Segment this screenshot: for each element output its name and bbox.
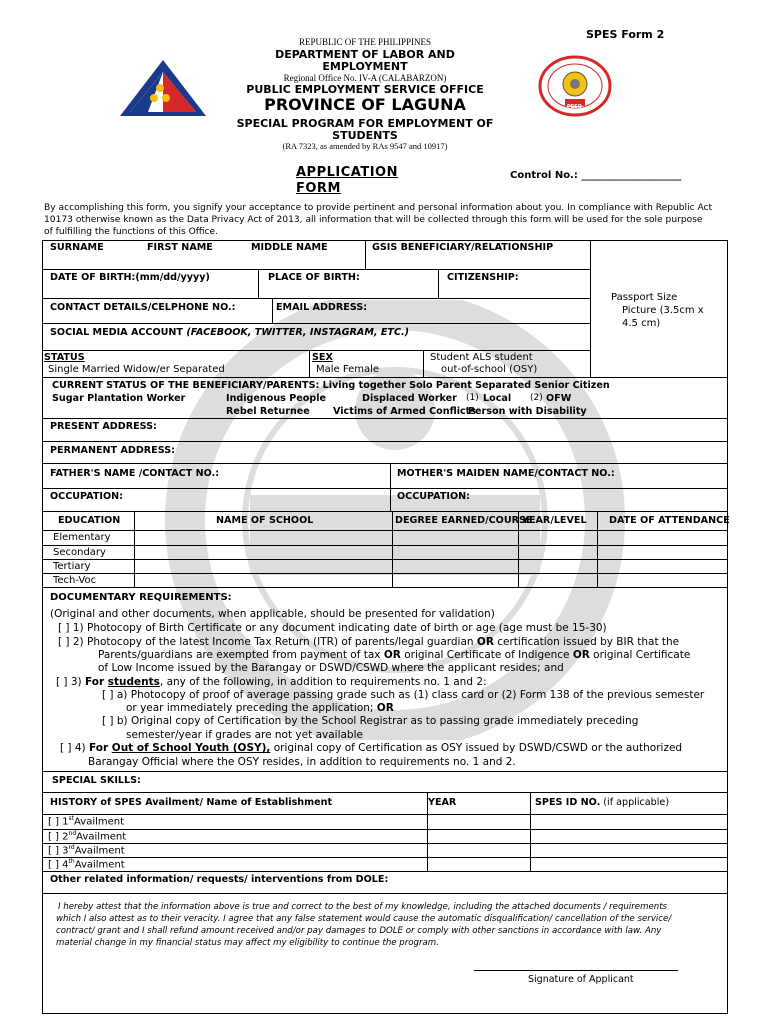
- year-level-header: YEAR/LEVEL: [522, 515, 587, 526]
- form-code: SPES Form 2: [586, 28, 665, 41]
- peso-logo-label: PESO: [567, 104, 582, 110]
- header-province: PROVINCE OF LAGUNA: [264, 95, 466, 114]
- education-row-tertiary: Tertiary: [53, 561, 91, 572]
- mother-occupation-field[interactable]: OCCUPATION:: [397, 491, 470, 502]
- place-of-birth-field[interactable]: PLACE OF BIRTH:: [268, 272, 360, 283]
- sex-label: SEX: [312, 352, 333, 363]
- special-skills-field[interactable]: SPECIAL SKILLS:: [52, 775, 141, 786]
- dole-logo: [118, 58, 208, 118]
- attestation-line3: contract/ grant and I shall refund amount received and/or pay damages to DOLE or comply with other sanctions in accordance with law. Any: [56, 926, 662, 936]
- header-dept-line1: DEPARTMENT OF LABOR AND: [275, 48, 455, 61]
- status-options[interactable]: Single Married Widow/er Separated: [48, 364, 225, 375]
- cs-ofw[interactable]: OFW: [546, 393, 572, 404]
- osy-option[interactable]: out-of-school (OSY): [441, 364, 538, 375]
- signature-label: Signature of Applicant: [528, 974, 634, 985]
- requirement-2[interactable]: [ ] 2) Photocopy of the latest Income Tax Return (ITR) of parents/legal guardian OR certification issued by BIR that the: [58, 636, 680, 648]
- gsis-beneficiary-field[interactable]: GSIS BENEFICIARY/RELATIONSHIP: [372, 242, 554, 253]
- header-dept-line2: EMPLOYMENT: [322, 60, 408, 73]
- degree-header: DEGREE EARNED/COURSE: [395, 515, 533, 526]
- student-type-options[interactable]: Student ALS student: [430, 352, 533, 363]
- cs-local[interactable]: Local: [483, 393, 512, 404]
- attestation-line1: I hereby attest that the information above is true and correct to the best of my knowledge, including the attached documents / requirements: [58, 902, 668, 912]
- mother-name-field[interactable]: MOTHER'S MAIDEN NAME/CONTACT NO.:: [397, 468, 615, 479]
- form-border-top: [42, 240, 728, 241]
- sex-options[interactable]: Male Female: [316, 364, 380, 375]
- availment-row-4[interactable]: [ ] 4thAvailment: [48, 858, 125, 871]
- present-address-field[interactable]: PRESENT ADDRESS:: [50, 421, 157, 432]
- availment-row-2[interactable]: [ ] 2ndAvailment: [48, 830, 127, 843]
- father-name-field[interactable]: FATHER'S NAME /CONTACT NO.:: [50, 468, 220, 479]
- signature-line[interactable]: [474, 970, 678, 971]
- social-media-field[interactable]: SOCIAL MEDIA ACCOUNT (FACEBOOK, TWITTER, INSTAGRAM, ETC.): [50, 327, 410, 338]
- privacy-line1: By accomplishing this form, you signify your acceptance to provide pertinent and personal information about you. In compliance with Republic Act: [44, 203, 713, 213]
- current-status-options[interactable]: CURRENT STATUS OF THE BENEFICIARY/PARENTS: Living together Solo Parent Separated Senior Citizen: [52, 380, 610, 391]
- requirement-4[interactable]: [ ] 4) For Out of School Youth (OSY), original copy of Certification as OSY issued by DSWD/CSWD or the authorized: [60, 742, 683, 754]
- cs-indigenous-people[interactable]: Indigenous People: [226, 393, 327, 404]
- cs-pwd[interactable]: Person with Disability: [468, 406, 587, 417]
- requirement-3b[interactable]: [ ] b) Original copy of Certification by the School Registrar as to passing grade immediately preceding: [102, 715, 639, 727]
- education-row-techvoc: Tech-Voc: [53, 575, 97, 586]
- header-regional: Regional Office No. IV-A (CALABARZON): [283, 73, 447, 83]
- cs-victims-armed-conflicts[interactable]: Victims of Armed Conflicts: [333, 406, 476, 417]
- middle-name-field[interactable]: MIDDLE NAME: [251, 242, 328, 253]
- cs-sugar-plantation[interactable]: Sugar Plantation Worker: [52, 393, 186, 404]
- permanent-address-field[interactable]: PERMANENT ADDRESS:: [50, 445, 175, 456]
- requirement-3a[interactable]: [ ] a) Photocopy of proof of average passing grade such as (1) class card or (2) Form 138 of the previous semester: [102, 689, 705, 701]
- control-no-field[interactable]: Control No.: ____________________: [510, 170, 682, 181]
- cs-local-num: (1): [466, 393, 479, 403]
- header-peso: PUBLIC EMPLOYMENT SERVICE OFFICE: [246, 83, 484, 96]
- availment-row-3[interactable]: [ ] 3rdAvailment: [48, 844, 125, 857]
- history-header: HISTORY of SPES Availment/ Name of Establishment: [50, 797, 333, 808]
- passport-line3: 4.5 cm): [622, 318, 661, 329]
- education-header: EDUCATION: [58, 515, 121, 526]
- form-border-left: [42, 240, 43, 1014]
- cs-displaced-worker[interactable]: Displaced Worker: [362, 393, 457, 404]
- passport-line1: Passport Size: [611, 292, 678, 303]
- first-name-field[interactable]: FIRST NAME: [147, 242, 213, 253]
- attestation-line4: material change in my financial status may affect my eligibility to continue the program.: [56, 938, 439, 948]
- father-occupation-field[interactable]: OCCUPATION:: [50, 491, 123, 502]
- contact-details-field[interactable]: CONTACT DETAILS/CELPHONE NO.:: [50, 302, 236, 313]
- history-year-header: YEAR: [428, 797, 457, 808]
- header-republic: REPUBLIC OF THE PHILIPPINES: [298, 37, 432, 47]
- spes-id-header: SPES ID NO. (if applicable): [535, 797, 670, 808]
- requirement-2-cont1: Parents/guardians are exempted from payment of tax OR original Certificate of Indigence OR original Certificate: [98, 649, 691, 661]
- requirement-2-cont2: of Low Income issued by the Barangay or DSWD/CSWD where the applicant resides; and: [98, 662, 564, 674]
- header-program-line2: STUDENTS: [332, 129, 398, 142]
- passport-line2: Picture (3.5cm x: [622, 305, 704, 316]
- surname-field[interactable]: SURNAME: [50, 242, 104, 253]
- status-label: STATUS: [44, 352, 85, 363]
- privacy-line2: 10173 otherwise known as the Data Privacy Act of 2013, all information that will be collected through this form will be used for the sole purpose: [44, 215, 703, 225]
- form-border-right: [727, 240, 728, 1014]
- form-border-bottom: [42, 1013, 728, 1014]
- form-title-line2: FORM: [296, 181, 341, 196]
- header-program-line1: SPECIAL PROGRAM FOR EMPLOYMENT OF: [236, 117, 494, 130]
- education-row-elementary: Elementary: [53, 532, 111, 543]
- header-ra: (RA 7323, as amended by RAs 9547 and 10917): [282, 141, 448, 151]
- form-title-line1: APPLICATION: [296, 165, 398, 180]
- cs-rebel-returnee[interactable]: Rebel Returnee: [226, 406, 310, 417]
- requirement-4-cont: Barangay Official where the OSY resides, in addition to requirements no. 1 and 2.: [88, 756, 516, 768]
- documentary-intro: (Original and other documents, when applicable, should be presented for validation): [50, 608, 495, 620]
- education-row-secondary: Secondary: [53, 547, 106, 558]
- other-info-field[interactable]: Other related information/ requests/ interventions from DOLE:: [50, 874, 389, 885]
- date-of-birth-field[interactable]: DATE OF BIRTH:(mm/dd/yyyy): [50, 272, 210, 283]
- availment-row-1[interactable]: [ ] 1stAvailment: [48, 815, 125, 828]
- requirement-3a-cont: or year immediately preceding the application; OR: [126, 702, 394, 714]
- requirement-3[interactable]: [ ] 3) For students, any of the following, in addition to requirements no. 1 and 2:: [56, 676, 487, 688]
- cs-ofw-num: (2): [530, 393, 543, 403]
- email-address-field[interactable]: EMAIL ADDRESS:: [276, 302, 368, 313]
- requirement-3b-cont: semester/year if grades are not yet available: [126, 729, 363, 741]
- date-attendance-header: DATE OF ATTENDANCE: [609, 515, 730, 526]
- citizenship-field[interactable]: CITIZENSHIP:: [447, 272, 519, 283]
- school-name-header: NAME OF SCHOOL: [216, 515, 314, 526]
- documentary-title: DOCUMENTARY REQUIREMENTS:: [50, 592, 232, 603]
- requirement-1[interactable]: [ ] 1) Photocopy of Birth Certificate or any document indicating date of birth or age (age must be 15-30): [58, 622, 607, 634]
- privacy-line3: of fulfilling the functions of this Office.: [44, 227, 219, 237]
- attestation-line2: which I also attest as to their veracity. I agree that any false statement would cause the automatic disqualification/ cancellation of the service/: [56, 914, 672, 924]
